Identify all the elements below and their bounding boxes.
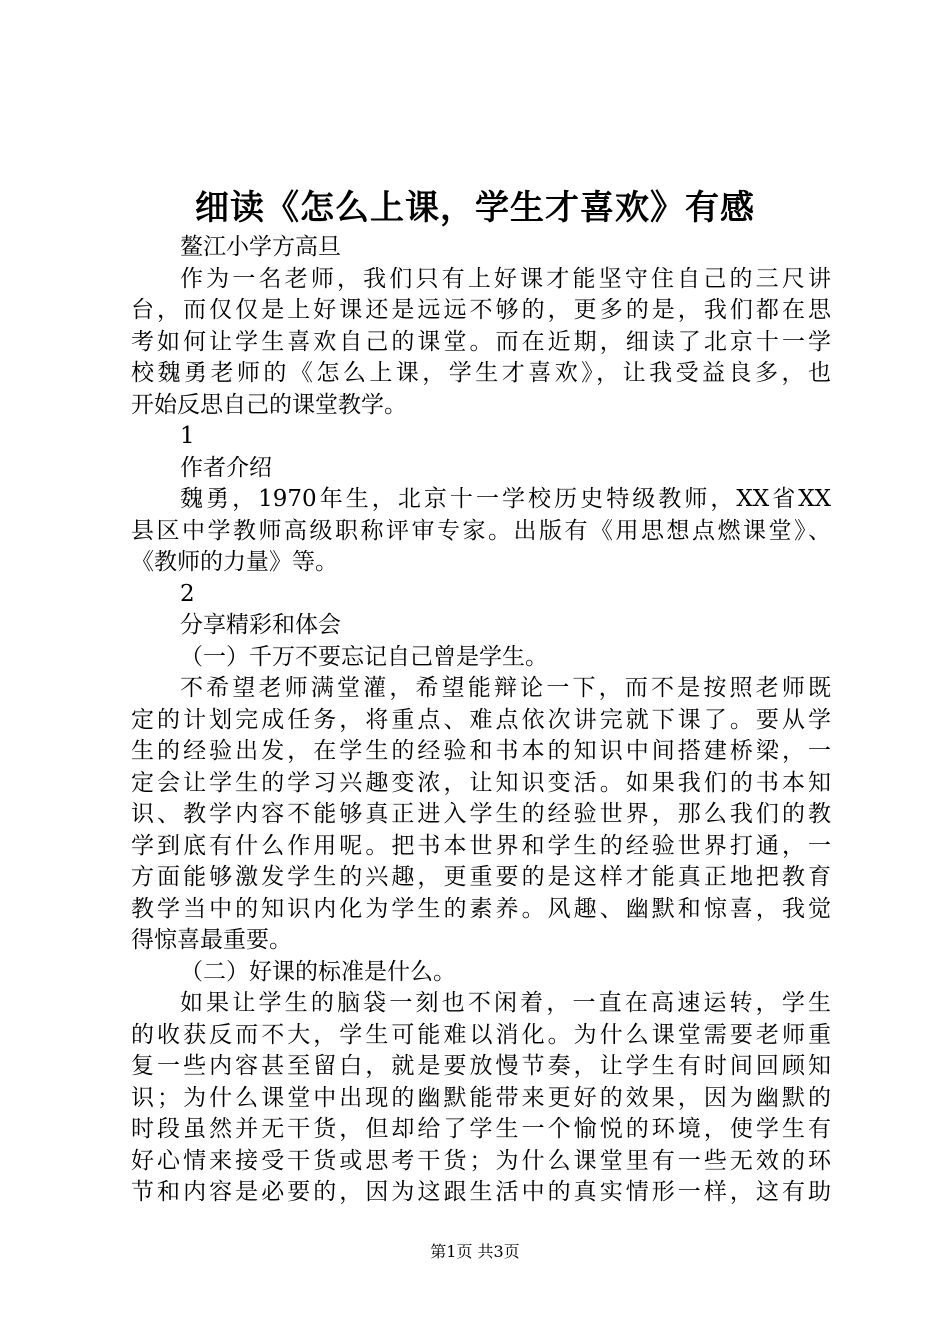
paragraph-line: 定会让学生的学习兴趣变浓，让知识变活。如果我们的书本知 [131,769,831,796]
paragraph-line: 得惊喜最重要。 [131,927,292,953]
paragraph-line: 方面能够激发学生的兴趣，更重要的是这样才能真正地把教育 [131,864,831,890]
paragraph-line: 不希望老师满堂灌，希望能辩论一下，而不是按照老师既 [180,675,831,701]
paragraph-line: （二）好课的标准是什么。 [180,958,456,985]
paragraph-line: 台，而仅仅是上好课还是远远不够的，更多的是，我们都在思 [131,297,831,323]
paragraph-line: 分享精彩和体会 [180,612,341,638]
paragraph-line: 识、教学内容不能够真正进入学生的经验世界，那么我们的教 [131,801,831,827]
paragraph-line: 魏勇，1970年生，北京十一学校历史特级教师，XX省XX [180,486,831,512]
paragraph-line: 如果让学生的脑袋一刻也不闲着，一直在高速运转，学生 [180,990,831,1016]
paragraph-line: 作为一名老师，我们只有上好课才能坚守住自己的三尺讲 [180,265,831,292]
paragraph-line: 识；为什么课堂中出现的幽默能带来更好的效果，因为幽默的 [131,1084,831,1111]
paragraph-line: 好心情来接受干货或思考干货；为什么课堂里有一些无效的环 [131,1147,831,1174]
paragraph-line: 《教师的力量》等。 [131,549,338,575]
paragraph-line: 开始反思自己的课堂教学。 [131,391,407,418]
paragraph-line: 作者介绍 [180,454,272,481]
paragraph-line: 教学当中的知识内化为学生的素养。风趣、幽默和惊喜，我觉 [131,895,831,922]
paragraph-line: （一）千万不要忘记自己曾是学生。 [180,643,548,670]
paragraph-line: 时段虽然并无干货，但却给了学生一个愉悦的环境，使学生有 [131,1116,831,1142]
paragraph-line: 复一些内容甚至留白，就是要放慢节奏，让学生有时间回顾知 [131,1053,831,1079]
paragraph-line: 节和内容是必要的，因为这跟生活中的真实情形一样，这有助 [131,1179,831,1205]
paragraph-line: 1 [180,423,195,449]
paragraph-line: 定的计划完成任务，将重点、难点依次讲完就下课了。要从学 [131,706,831,733]
paragraph-line: 县区中学教师高级职称评审专家。出版有《用思想点燃课堂》、 [131,517,831,544]
paragraph-line: 鳌江小学方高旦 [180,234,341,260]
paragraph-line: 2 [180,580,195,607]
paragraph-line: 学到底有什么作用呢。把书本世界和学生的经验世界打通，一 [131,832,831,859]
paragraph-line: 考如何让学生喜欢自己的课堂。而在近期，细读了北京十一学 [131,328,831,355]
document-title: 细读《怎么上课，学生才喜欢》有感 [195,188,755,228]
page-footer: 第1页 共3页 [430,1242,520,1261]
paragraph-line: 校魏勇老师的《怎么上课，学生才喜欢》，让我受益良多，也 [131,360,831,386]
paragraph-line: 的收获反而不大，学生可能难以消化。为什么课堂需要老师重 [131,1021,831,1048]
document-body [131,232,831,1209]
paragraph-line: 生的经验出发，在学生的经验和书本的知识中间搭建桥梁，一 [131,738,831,764]
